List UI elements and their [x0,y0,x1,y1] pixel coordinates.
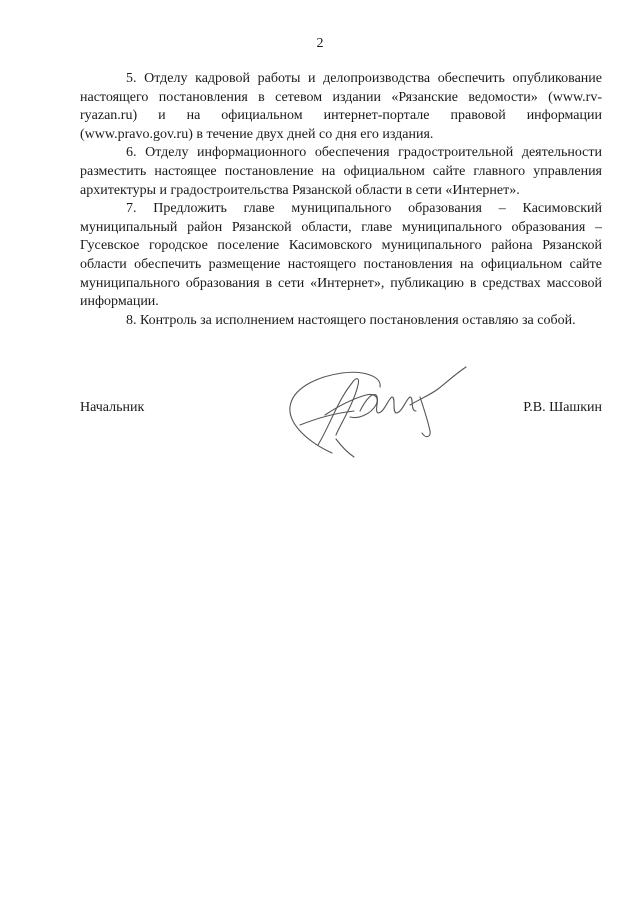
page-number: 2 [316,36,324,51]
signature-block [80,400,602,420]
signatory-title: Начальник [80,400,145,415]
paragraph-8: 8. Контроль за исполнением настоящего постановления оставляю за собой. [126,312,576,328]
paragraph-5: 5. Отделу кадровой работы и делопроизводства обеспечить опубликование настоящего постановления в сетевом издании «Рязанские ведомости» (www.rv-ryazan.ru) и на официальном интернет-портале правовой информации (www.pravo.gov.ru) в течение двух дней со дня его издания. [80,71,602,142]
paragraph-6: 6. Отделу информационного обеспечения градостроительной деятельности разместить настоящее постановление на официальном сайте главного управления архитектуры и градостроительства Рязанской области в сети «Интернет». [80,145,602,198]
signatory-name: Р.В. Шашкин [523,400,602,415]
paragraph-7: 7. Предложить главе муниципального образования – Касимовский муниципальный район Рязанской области, главе муниципального образования – Гусевское городское поселение Касимовского муниципального района Рязанской области обеспечить размещение настоящего постановления на официальном сайте муниципального образования в сети «Интернет», публикацию в средствах массовой информации. [80,201,602,310]
document-body [80,70,602,330]
